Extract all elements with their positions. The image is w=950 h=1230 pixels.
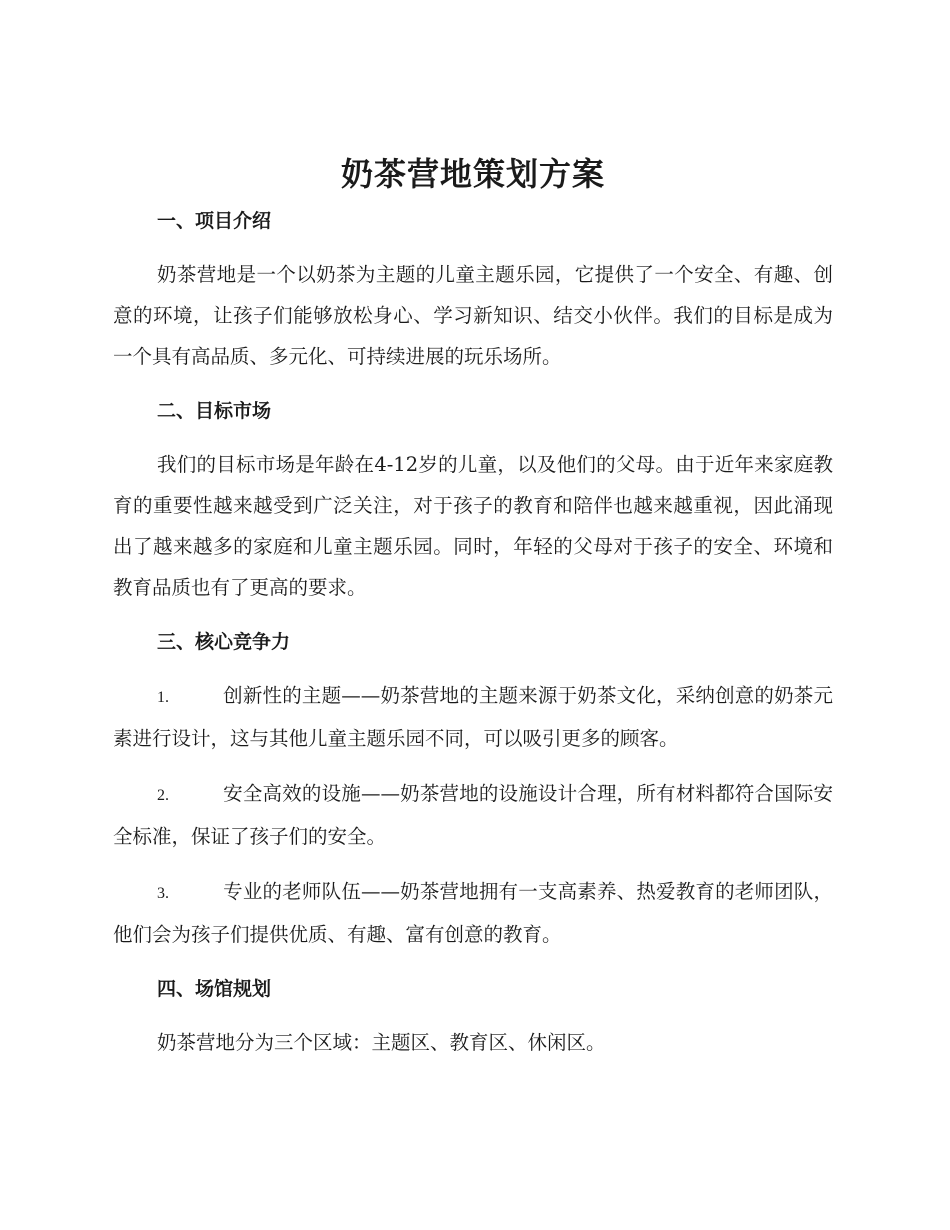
list-item — [113, 773, 833, 857]
numbered-list — [113, 675, 833, 955]
list-item-text: 创新性的主题——奶茶营地的主题来源于奶茶文化，采纳创意的奶茶元素进行设计，这与其他儿童主题乐园不同，可以吸引更多的顾客。 — [113, 684, 833, 750]
document-page — [113, 148, 833, 1063]
document-title: 奶茶营地策划方案 — [340, 155, 605, 193]
section-heading-core-competitiveness: 三、核心竞争力 — [157, 631, 291, 653]
list-item-number: 1. — [157, 689, 169, 706]
list-item — [113, 871, 833, 955]
section-heading-project-intro: 一、项目介绍 — [157, 210, 272, 232]
list-item-text: 专业的老师队伍——奶茶营地拥有一支高素养、热爱教育的老师团队，他们会为孩子们提供优质、有趣、富有创意的教育。 — [113, 880, 833, 946]
section-heading-venue-planning: 四、场馆规划 — [157, 978, 272, 1000]
list-item-number: 3. — [157, 885, 169, 902]
section-paragraph-venue-planning: 奶茶营地分为三个区域：主题区、教育区、休闲区。 — [157, 1031, 606, 1054]
list-item-number: 2. — [157, 787, 169, 804]
section-paragraph-project-intro: 奶茶营地是一个以奶茶为主题的儿童主题乐园，它提供了一个安全、有趣、创意的环境，让孩子们能够放松身心、学习新知识、结交小伙伴。我们的目标是成为一个具有高品质、多元化、可持续进展的玩乐场所。 — [113, 263, 833, 368]
list-item-text: 安全高效的设施——奶茶营地的设施设计合理，所有材料都符合国际安全标准，保证了孩子们的安全。 — [113, 782, 833, 848]
list-item — [113, 675, 833, 759]
section-heading-target-market: 二、目标市场 — [157, 400, 272, 422]
section-paragraph-target-market: 我们的目标市场是年龄在4-12岁的儿童，以及他们的父母。由于近年来家庭教育的重要性越来越受到广泛关注，对于孩子的教育和陪伴也越来越重视，因此涌现出了越来越多的家庭和儿童主题乐园。同时，年轻的父母对于孩子的安全、环境和教育品质也有了更高的要求。 — [113, 453, 833, 599]
